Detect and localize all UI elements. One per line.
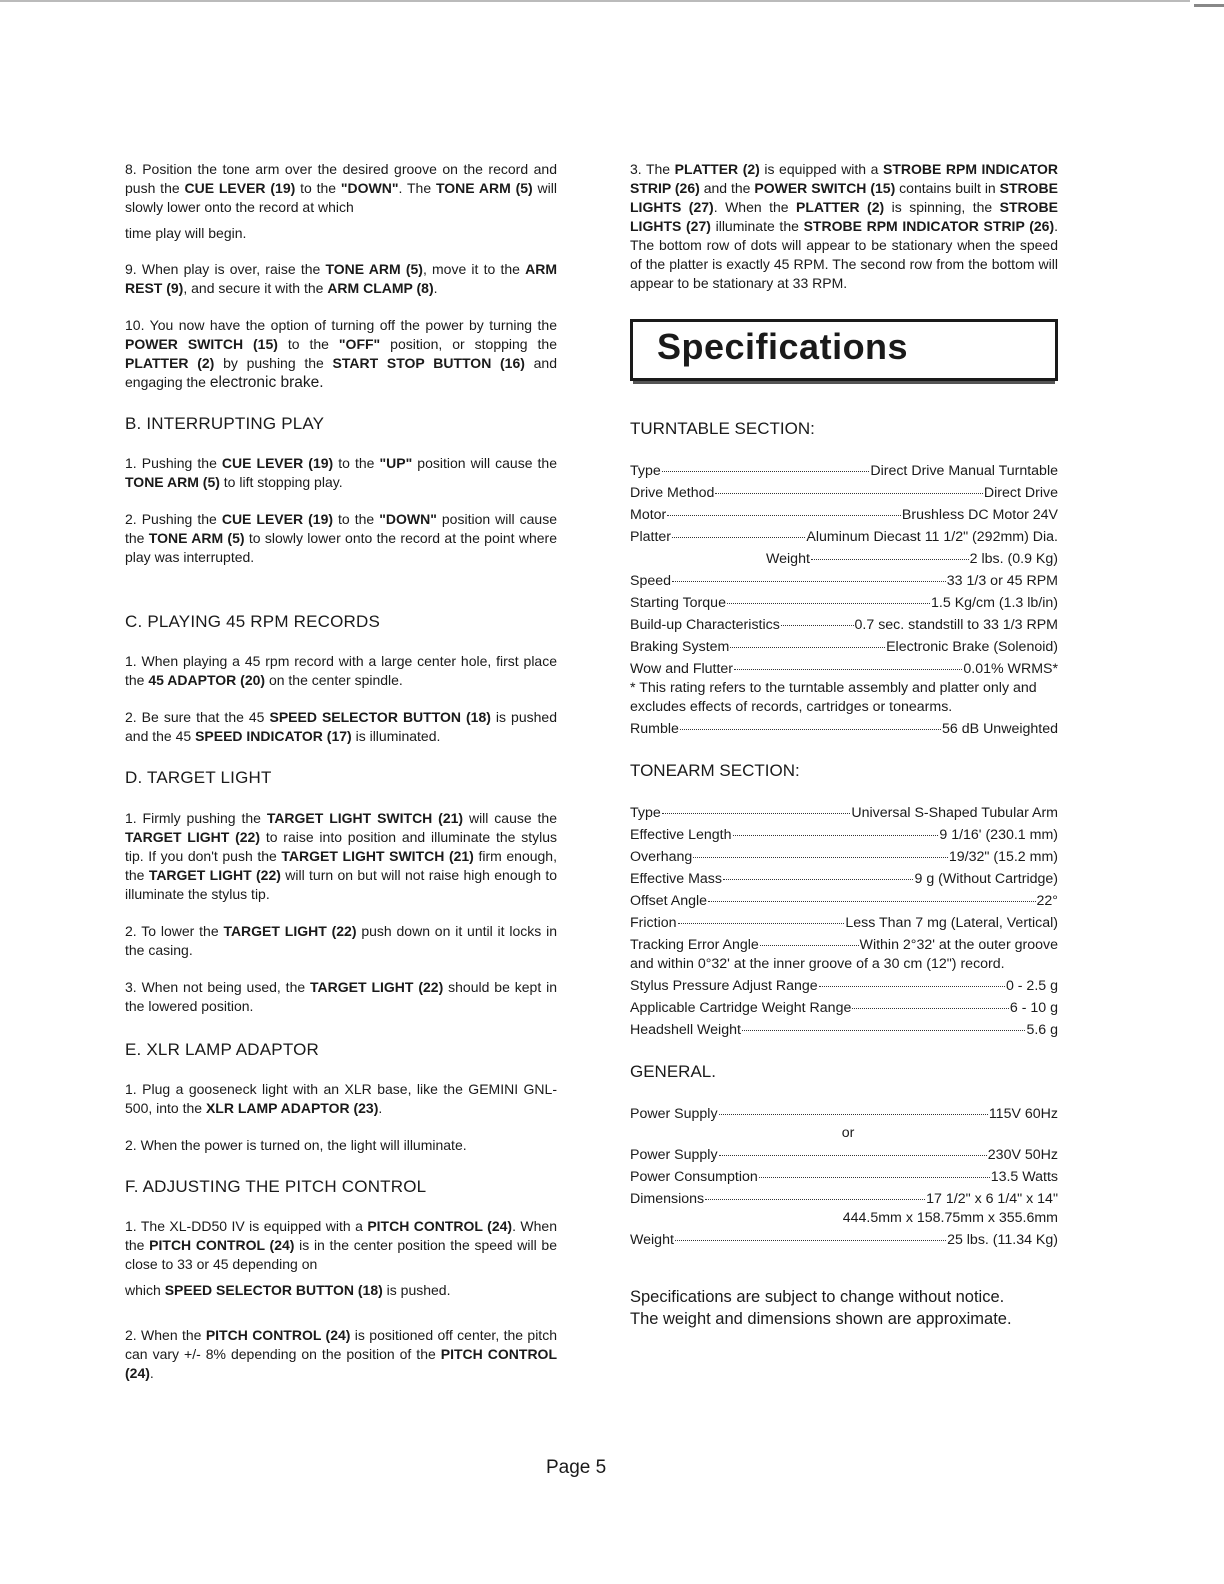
spec-row: Power Supply 115V 60Hz	[630, 1102, 1058, 1124]
spec-row: Effective Length 9 1/16' (230.1 mm)	[630, 823, 1058, 845]
spec-row-weight: Weight 25 lbs. (11.34 Kg)	[630, 1228, 1058, 1250]
heading-tonearm-section: TONEARM SECTION:	[630, 761, 800, 780]
pitch-control-step-1: 1. The XL-DD50 IV is equipped with a PITCH CONTROL (24). When the PITCH CONTROL (24) is in the center position the speed will be close to 33 or 45 depending on which SPEED SELECTOR BUTTON (18) is pushed.	[125, 1218, 557, 1298]
interrupting-play-step-2: 2. Pushing the CUE LEVER (19) to the "DOWN" position will cause the TONE ARM (5) to slowly lower onto the record at the point where play was interrupted.	[125, 511, 557, 565]
spec-row: Stylus Pressure Adjust Range 0 - 2.5 g	[630, 974, 1058, 996]
specifications-notice-line-2: The weight and dimensions shown are approximate.	[630, 1310, 1012, 1328]
spec-row: Starting Torque 1.5 Kg/cm (1.3 lb/in)	[630, 591, 1058, 613]
scan-edge-top	[0, 0, 1190, 2]
interrupting-play-step-1: 1. Pushing the CUE LEVER (19) to the "UP" position will cause the TONE ARM (5) to lift stopping play.	[125, 455, 558, 490]
heading-general: GENERAL.	[630, 1062, 716, 1081]
target-light-step-1: 1. Firmly pushing the TARGET LIGHT SWITCH (21) will cause the TARGET LIGHT (22) to raise into position and illuminate the stylus tip. If you don't push the TARGET LIGHT SWITCH (21) firm enough, the TARGET LIGHT (22) will turn on but will not raise high enough to illuminate the stylus tip.	[125, 810, 558, 902]
spec-row: Braking System Electronic Brake (Solenoid)	[630, 635, 1058, 657]
general-spec-list	[630, 1102, 1058, 1250]
heading-adjusting-pitch-control: F. ADJUSTING THE PITCH CONTROL	[125, 1177, 427, 1196]
step-8-paragraph: 8. Position the tone arm over the desired groove on the record and push the CUE LEVER (19) to the "DOWN". The TONE ARM (5) will slowly lower onto the record at which time play will begin.	[125, 161, 557, 241]
spec-row-platter-weight: Weight 2 lbs. (0.9 Kg)	[630, 547, 1058, 569]
strobe-step-3-paragraph: 3. The PLATTER (2) is equipped with a STROBE RPM INDICATOR STRIP (26) and the POWER SWITCH (15) contains built in STROBE LIGHTS (27). When the PLATTER (2) is spinning, the STROBE LIGHTS (27) illuminate the STROBE RPM INDICATOR STRIP (26). The bottom row of dots will appear to be stationary when the speed of the platter is exactly 45 RPM. The second row from the bottom will appear to be stationary at 33 RPM.	[630, 161, 1059, 291]
spec-row: Power Supply 230V 50Hz	[630, 1143, 1058, 1165]
spec-row: Drive Method Direct Drive	[630, 481, 1058, 503]
spec-row: Overhang 19/32" (15.2 mm)	[630, 845, 1058, 867]
target-light-step-3: 3. When not being used, the TARGET LIGHT (22) should be kept in the lowered position.	[125, 979, 558, 1014]
specifications-notice-line-1: Specifications are subject to change without notice.	[630, 1288, 1005, 1306]
playing-45-step-2: 2. Be sure that the 45 SPEED SELECTOR BUTTON (18) is pushed and the 45 SPEED INDICATOR (17) is illuminated.	[125, 709, 557, 744]
heading-playing-45-rpm: C. PLAYING 45 RPM RECORDS	[125, 612, 381, 631]
spec-row: Build-up Characteristics 0.7 sec. standstill to 33 1/3 RPM	[630, 613, 1058, 635]
heading-xlr-lamp-adaptor: E. XLR LAMP ADAPTOR	[125, 1040, 320, 1059]
step-10-paragraph: 10. You now have the option of turning off the power by turning the POWER SWITCH (15) to the "OFF" position, or stopping the PLATTER (2) by pushing the START STOP BUTTON (16) and engaging the electronic brake.	[125, 317, 558, 391]
spec-row: Wow and Flutter 0.01% WRMS*	[630, 657, 1058, 679]
spec-row: Dimensions 17 1/2" x 6 1/4" x 14"	[630, 1187, 1058, 1209]
specifications-title: Specifications	[657, 326, 909, 367]
pitch-control-step-2: 2. When the PITCH CONTROL (24) is positioned off center, the pitch can vary +/- 8% depending on the position of the PITCH CONTROL (24).	[125, 1327, 557, 1381]
specifications-title-box	[630, 319, 1058, 381]
xlr-lamp-step-1: 1. Plug a gooseneck light with an XLR base, like the GEMINI GNL-500, into the XLR LAMP ADAPTOR (23).	[125, 1081, 557, 1116]
power-supply-or: or	[841, 1125, 855, 1141]
wow-flutter-footnote: * This rating refers to the turntable assembly and platter only and excludes effects of records, cartridges or tonearms.	[630, 680, 1037, 715]
spec-row-rumble: Rumble 56 dB Unweighted	[630, 717, 1058, 739]
spec-row: Platter Aluminum Diecast 11 1/2" (292mm) Dia.	[630, 525, 1058, 547]
heading-interrupting-play: B. INTERRUPTING PLAY	[125, 414, 325, 433]
xlr-lamp-step-2: 2. When the power is turned on, the light will illuminate.	[125, 1137, 467, 1153]
right-column	[630, 160, 1058, 1330]
target-light-step-2: 2. To lower the TARGET LIGHT (22) push down on it until it locks in the casing.	[125, 923, 557, 958]
scan-edge-corner	[1194, 4, 1224, 7]
heading-turntable-section: TURNTABLE SECTION:	[630, 419, 815, 438]
left-column	[125, 160, 557, 1383]
spec-row: Effective Mass 9 g (Without Cartridge)	[630, 867, 1058, 889]
spec-row: Headshell Weight 5.6 g	[630, 1018, 1058, 1040]
dimensions-metric: 444.5mm x 158.75mm x 355.6mm	[842, 1210, 1058, 1226]
tonearm-spec-list	[630, 801, 1058, 1040]
spec-row: Offset Angle 22°	[630, 889, 1058, 911]
spec-row: Type Direct Drive Manual Turntable	[630, 459, 1058, 481]
heading-target-light: D. TARGET LIGHT	[125, 768, 272, 787]
tracking-error-continuation: and within 0°32' at the inner groove of a 30 cm (12") record.	[630, 956, 1005, 972]
playing-45-step-1: 1. When playing a 45 rpm record with a large center hole, first place the 45 ADAPTOR (20) on the center spindle.	[125, 653, 557, 688]
page-number: Page 5	[546, 1457, 607, 1478]
turntable-spec-list	[630, 459, 1058, 739]
step-9-paragraph: 9. When play is over, raise the TONE ARM (5), move it to the ARM REST (9), and secure it with the ARM CLAMP (8).	[125, 261, 558, 296]
spec-row: Tracking Error Angle Within 2°32' at the outer groove	[630, 933, 1058, 955]
spec-row: Speed 33 1/3 or 45 RPM	[630, 569, 1058, 591]
spec-row: Power Consumption 13.5 Watts	[630, 1165, 1058, 1187]
spec-row: Motor Brushless DC Motor 24V	[630, 503, 1058, 525]
spec-row: Type Universal S-Shaped Tubular Arm	[630, 801, 1058, 823]
spec-row: Friction Less Than 7 mg (Lateral, Vertical)	[630, 911, 1058, 933]
spec-row: Applicable Cartridge Weight Range 6 - 10 g	[630, 996, 1058, 1018]
